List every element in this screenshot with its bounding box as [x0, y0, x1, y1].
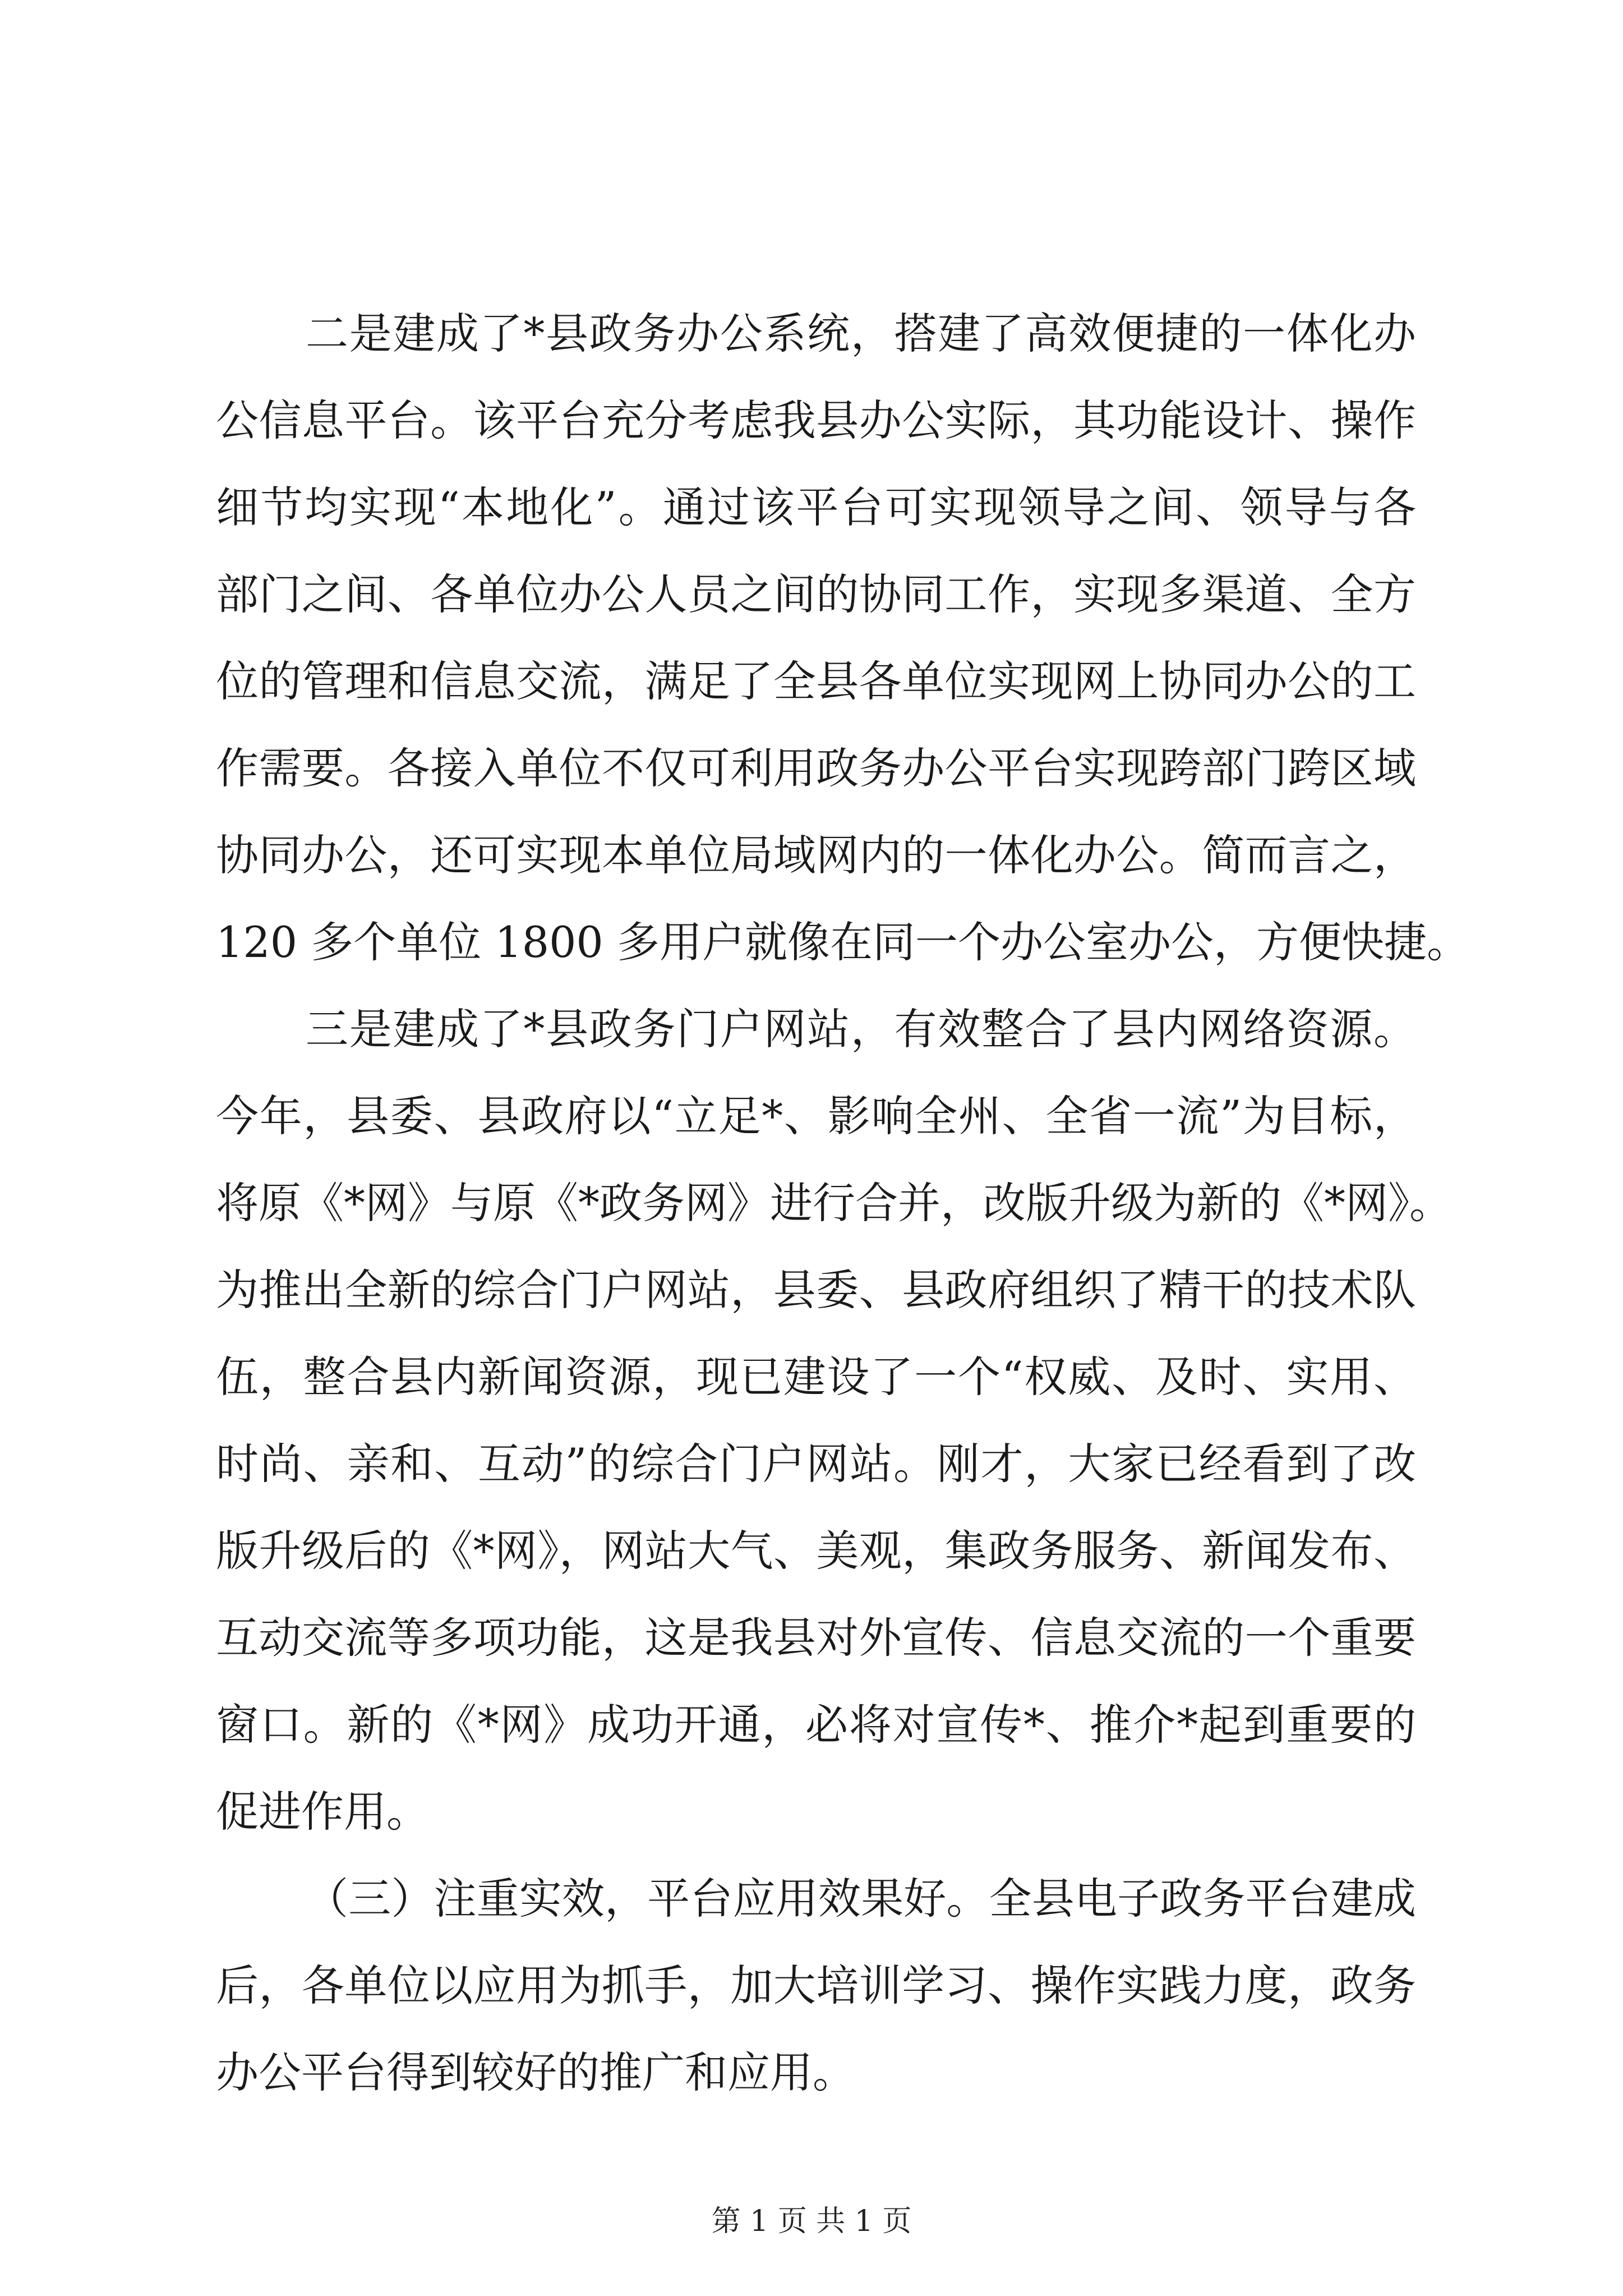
paragraph-3-line-3: 办公平台得到较好的推广和应用。: [216, 2047, 855, 2097]
paragraph-2-line-9: 窗口。新的《*网》成功开通，必将对宣传*、推介*起到重要的: [216, 1700, 1416, 1750]
paragraph-2-line-7: 版升级后的《*网》，网站大气、美观，集政务服务、新闻发布、: [216, 1526, 1416, 1576]
paragraph-1-line-8: 120 多个单位 1800 多用户就像在同一个办公室办公，方便快捷。: [216, 917, 1469, 967]
paragraph-2-line-1: 三是建成了*县政务门户网站，有效整合了县内网络资源。: [306, 1004, 1416, 1054]
paragraph-3-line-2: 后，各单位以应用为抓手，加大培训学习、操作实践力度，政务: [216, 1961, 1416, 2010]
paragraph-1-line-6: 作需要。各接入单位不仅可利用政务办公平台实现跨部门跨区域: [216, 743, 1416, 793]
paragraph-2-line-4: 为推出全新的综合门户网站，县委、县政府组织了精干的技术队: [216, 1265, 1416, 1315]
paragraph-2-line-3: 将原《*网》与原《*政务网》进行合并，改版升级为新的《*网》。: [216, 1178, 1452, 1228]
paragraph-1-line-4: 部门之间、各单位办公人员之间的协同工作，实现多渠道、全方: [216, 569, 1416, 619]
paragraph-2-line-5: 伍，整合县内新闻资源，现已建设了一个“权威、及时、实用、: [216, 1352, 1416, 1402]
paragraph-2-line-8: 互动交流等多项功能，这是我县对外宣传、信息交流的一个重要: [216, 1613, 1416, 1663]
paragraph-2-line-10: 促进作用。: [216, 1787, 429, 1837]
paragraph-1-line-2: 公信息平台。该平台充分考虑我县办公实际，其功能设计、操作: [216, 395, 1416, 445]
paragraph-1-line-1: 二是建成了*县政务办公系统，搭建了高效便捷的一体化办: [306, 309, 1416, 358]
paragraph-3-line-1: （三）注重实效，平台应用效果好。全县电子政务平台建成: [306, 1874, 1416, 1924]
paragraph-1-line-5: 位的管理和信息交流，满足了全县各单位实现网上协同办公的工: [216, 656, 1416, 706]
page-footer: 第 1 页 共 1 页: [711, 2205, 912, 2238]
paragraph-1-line-3: 细节均实现“本地化”。通过该平台可实现领导之间、领导与各: [216, 482, 1416, 532]
paragraph-2-line-2: 今年，县委、县政府以“立足*、影响全州、全省一流”为目标，: [216, 1091, 1416, 1141]
paragraph-1-line-7: 协同办公，还可实现本单位局域网内的一体化办公。简而言之，: [216, 830, 1416, 880]
paragraph-2-line-6: 时尚、亲和、互动”的综合门户网站。刚才，大家已经看到了改: [216, 1439, 1416, 1489]
